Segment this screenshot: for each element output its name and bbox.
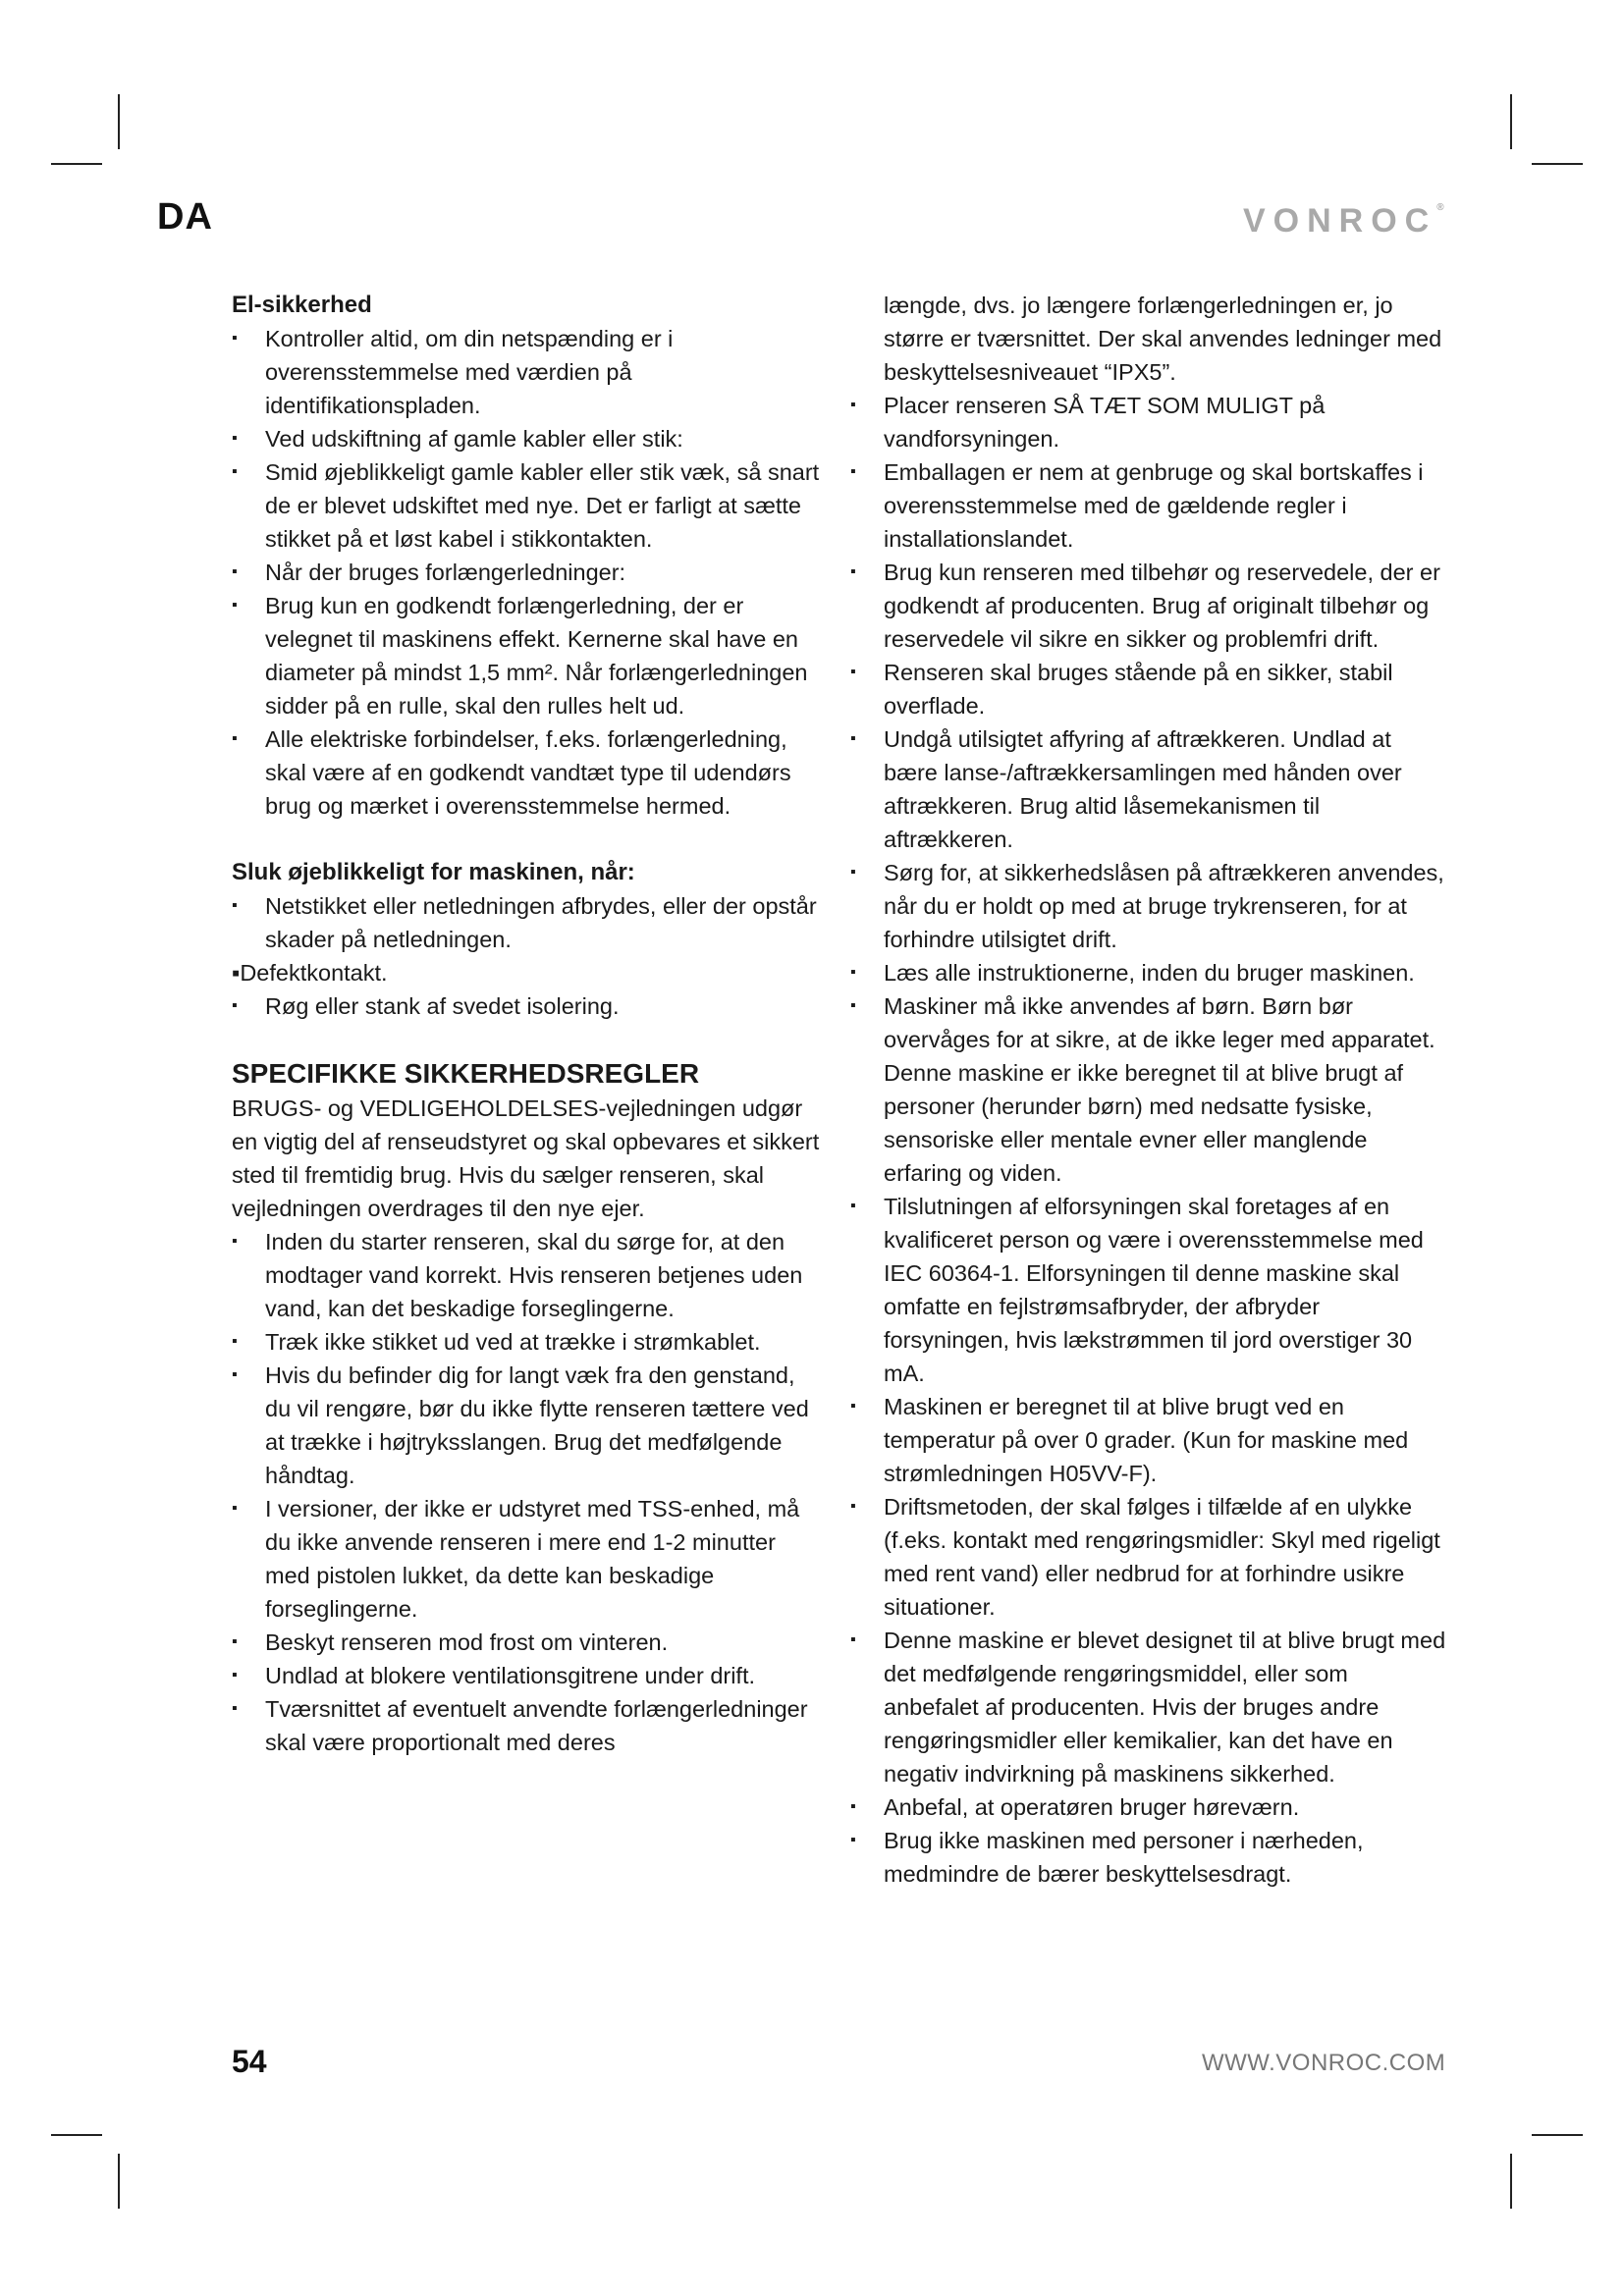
list-item: ▪ Tværsnittet af eventuelt anvendte forlængerledninger skal være proportionalt med deres bbox=[232, 1692, 825, 1759]
list-item: ▪ Anbefal, at operatøren bruger høreværn. bbox=[850, 1790, 1449, 1824]
list-item: ▪ Renseren skal bruges stående på en sikker, stabil overflade. bbox=[850, 656, 1449, 722]
language-code: DA bbox=[157, 196, 213, 238]
footer-url: WWW.VONROC.COM bbox=[1202, 2050, 1446, 2076]
list-item: ▪ Maskinen er beregnet til at blive brugt ved en temperatur på over 0 grader. (Kun for maskine med strømledningen H05VV-F). bbox=[850, 1390, 1449, 1490]
crop-mark bbox=[51, 163, 102, 165]
list-item: ▪ Undlad at blokere ventilationsgitrene under drift. bbox=[232, 1659, 825, 1692]
list-item: ▪ Ved udskiftning af gamle kabler eller stik: bbox=[232, 422, 825, 455]
list-item: ▪ Tilslutningen af elforsyningen skal foretages af en kvalificeret person og være i overensstemmelse med IEC 60364-1. Elforsyningen til denne maskine skal omfatte en fejlstrømsafbryder, der afbryder forsyningen, hvis lækstrømmen til jord overstiger 30 mA. bbox=[850, 1190, 1449, 1390]
section-heading-specific: SPECIFIKKE SIKKERHEDSREGLER bbox=[232, 1058, 700, 1089]
stop-list bbox=[232, 889, 825, 1023]
list-item: ▪ Når der bruges forlængerledninger: bbox=[232, 556, 825, 589]
list-item: ▪ Kontroller altid, om din netspænding er i overensstemmelse med værdien på identifikationspladen. bbox=[232, 322, 825, 422]
list-item: ▪ Placer renseren SÅ TÆT SOM MULIGT på vandforsyningen. bbox=[850, 389, 1449, 455]
list-item: ▪ Netstikket eller netledningen afbrydes, eller der opstår skader på netledningen. bbox=[232, 889, 825, 956]
list-item: ▪Defektkontakt. bbox=[232, 960, 388, 986]
specific-list-continued bbox=[850, 289, 1449, 1891]
page-number: 54 bbox=[232, 2044, 267, 2079]
crop-mark bbox=[1532, 2134, 1583, 2136]
list-item-continuation: længde, dvs. jo længere forlængerledningen er, jo større er tværsnittet. Der skal anvendes ledninger med beskyttelsesniveauet “IPX5”. bbox=[884, 293, 1442, 385]
list-item: ▪ Læs alle instruktionerne, inden du bruger maskinen. bbox=[850, 956, 1449, 989]
list-item: ▪ Røg eller stank af svedet isolering. bbox=[232, 989, 825, 1023]
intro-paragraph: BRUGS- og VEDLIGEHOLDELSES-vejledningen udgør en vigtig del af renseudstyret og skal opbevares et sikkert sted til fremtidig brug. Hvis du sælger renseren, skal vejledningen overdrages til den nye ejer. bbox=[232, 1095, 820, 1221]
list-item: ▪ Inden du starter renseren, skal du sørge for, at den modtager vand korrekt. Hvis renseren betjenes uden vand, kan det beskadige forseglingerne. bbox=[232, 1225, 825, 1325]
list-item: ▪ Sørg for, at sikkerhedslåsen på aftrækkeren anvendes, når du er holdt op med at bruge trykrenseren, for at forhindre utilsigtet drift. bbox=[850, 856, 1449, 956]
el-safety-list bbox=[232, 322, 825, 823]
brand-logo: VONROC® bbox=[1243, 202, 1444, 240]
section-heading-el-safety: El-sikkerhed bbox=[232, 292, 372, 318]
list-item: ▪ Brug kun renseren med tilbehør og reservedele, der er godkendt af producenten. Brug af originalt tilbehør og reservedele vil sikre en sikker og problemfri drift. bbox=[850, 556, 1449, 656]
list-item: ▪ Alle elektriske forbindelser, f.eks. forlængerledning, skal være af en godkendt vandtæt type til udendørs brug og mærket i overensstemmelse hermed. bbox=[232, 722, 825, 823]
list-item: ▪ Hvis du befinder dig for langt væk fra den genstand, du vil rengøre, bør du ikke flytte renseren tættere ved at trække i højtryksslangen. Brug det medfølgende håndtag. bbox=[232, 1359, 825, 1492]
crop-mark bbox=[1532, 163, 1583, 165]
list-item: ▪ Brug kun en godkendt forlængerledning, der er velegnet til maskinens effekt. Kernerne skal have en diameter på mindst 1,5 mm². Når forlængerledningen sidder på en rulle, skal den rulles helt ud. bbox=[232, 589, 825, 722]
list-item: ▪ I versioner, der ikke er udstyret med TSS-enhed, må du ikke anvende renseren i mere end 1-2 minutter med pistolen lukket, da dette kan beskadige forseglingerne. bbox=[232, 1492, 825, 1626]
list-item: ▪ Smid øjeblikkeligt gamle kabler eller stik væk, så snart de er blevet udskiftet med nye. Det er farligt at sætte stikket på et løst kabel i stikkontakten. bbox=[232, 455, 825, 556]
list-item: ▪ Driftsmetoden, der skal følges i tilfælde af en ulykke (f.eks. kontakt med rengøringsmidler: Skyl med rigeligt med rent vand) eller nedbrud for at forhindre usikre situationer. bbox=[850, 1490, 1449, 1624]
crop-mark bbox=[118, 94, 120, 149]
list-item: ▪ Denne maskine er blevet designet til at blive brugt med det medfølgende rengøringsmiddel, eller som anbefalet af producenten. Hvis der bruges andre rengøringsmidler eller kemikalier, kan det have en negativ indvirkning på maskinens sikkerhed. bbox=[850, 1624, 1449, 1790]
list-item: ▪ Brug ikke maskinen med personer i nærheden, medmindre de bærer beskyttelsesdragt. bbox=[850, 1824, 1449, 1891]
crop-mark bbox=[1510, 2154, 1512, 2209]
right-column bbox=[850, 289, 1449, 1891]
list-item: ▪ Undgå utilsigtet affyring af aftrækkeren. Undlad at bære lanse-/aftrækkersamlingen med hånden over aftrækkeren. Brug altid låsemekanismen til aftrækkeren. bbox=[850, 722, 1449, 856]
list-item: ▪ Træk ikke stikket ud ved at trække i strømkablet. bbox=[232, 1325, 825, 1359]
crop-mark bbox=[118, 2154, 120, 2209]
list-item: ▪ Beskyt renseren mod frost om vinteren. bbox=[232, 1626, 825, 1659]
left-column bbox=[232, 289, 825, 1759]
crop-mark bbox=[1510, 94, 1512, 149]
list-item: ▪ Emballagen er nem at genbruge og skal bortskaffes i overensstemmelse med de gældende regler i installationslandet. bbox=[850, 455, 1449, 556]
list-item: ▪ Maskiner må ikke anvendes af børn. Børn bør overvåges for at sikre, at de ikke leger med apparatet. Denne maskine er ikke beregnet til at blive brugt af personer (herunder børn) med nedsatte fysiske, sensoriske eller mentale evner eller manglende erfaring og viden. bbox=[850, 989, 1449, 1190]
section-heading-stop: Sluk øjeblikkeligt for maskinen, når: bbox=[232, 859, 635, 885]
specific-list bbox=[232, 1225, 825, 1759]
crop-mark bbox=[51, 2134, 102, 2136]
